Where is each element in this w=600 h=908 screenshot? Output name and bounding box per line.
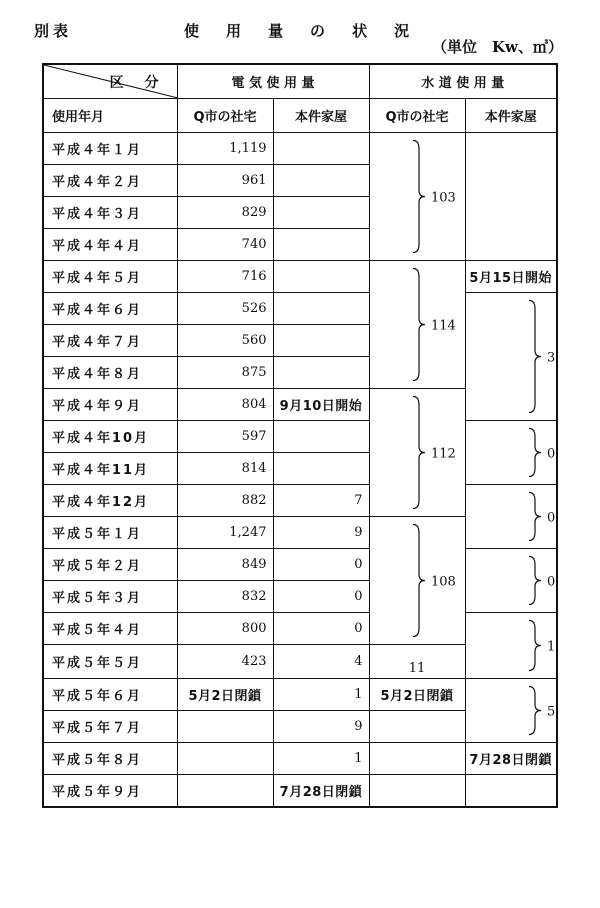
water-house-cell — [465, 775, 557, 808]
water-group-header: 水 道 使 用 量 — [369, 64, 557, 99]
electric-q-cell: 597 — [177, 421, 273, 453]
water-house-group-cell — [465, 613, 557, 679]
electric-q-cell: 560 — [177, 325, 273, 357]
electric-q-cell: 832 — [177, 581, 273, 613]
water-house-header: 本件家屋 — [465, 99, 557, 133]
month-cell: 平成５年４月 — [43, 613, 177, 645]
month-cell: 平成４年12月 — [43, 485, 177, 517]
electric-house-cell: 1 — [273, 743, 369, 775]
water-house-group-value: 0 — [547, 510, 556, 526]
water-house-group-value: 0 — [547, 574, 556, 590]
water-house-group-value: 5 — [547, 704, 556, 720]
electric-house-cell: 9 — [273, 517, 369, 549]
electric-q-cell: 875 — [177, 357, 273, 389]
month-cell: 平成４年３月 — [43, 197, 177, 229]
month-cell: 平成４年10月 — [43, 421, 177, 453]
electric-q-cell — [177, 775, 273, 808]
electric-q-cell: 961 — [177, 165, 273, 197]
water-q-group-cell — [369, 261, 465, 389]
table-row — [43, 421, 557, 453]
water-house-group-value: 3 — [547, 350, 556, 366]
electric-house-cell — [273, 197, 369, 229]
month-cell: 平成４年８月 — [43, 357, 177, 389]
electric-house-cell — [273, 229, 369, 261]
header-row-group — [43, 64, 557, 99]
table-row — [43, 133, 557, 165]
corner-cell — [43, 64, 177, 99]
water-q-group-value: 108 — [431, 574, 456, 590]
electric-house-cell — [273, 325, 369, 357]
month-cell: 平成５年３月 — [43, 581, 177, 613]
electric-house-cell: 4 — [273, 645, 369, 679]
title-char: 況 — [394, 22, 410, 40]
page-title — [184, 20, 409, 41]
water-q-header: Q市の社宅 — [369, 99, 465, 133]
electric-house-cell — [273, 293, 369, 325]
month-cell: 平成４年９月 — [43, 389, 177, 421]
table-row — [43, 261, 557, 293]
electric-q-cell: 882 — [177, 485, 273, 517]
title-char: 用 — [226, 22, 242, 40]
electric-house-cell — [273, 453, 369, 485]
corner-bottom-label: 使用年月 — [43, 99, 177, 133]
electric-q-cell: 800 — [177, 613, 273, 645]
water-house-cell: 7月28日閉鎖 — [465, 743, 557, 775]
table-row — [43, 775, 557, 808]
electric-q-cell: 526 — [177, 293, 273, 325]
title-char: 量 — [268, 22, 284, 40]
water-q-group-cell — [369, 133, 465, 261]
water-house-group-cell — [465, 549, 557, 613]
water-q-group-value: 103 — [431, 190, 456, 206]
month-cell: 平成４年７月 — [43, 325, 177, 357]
month-cell: 平成５年２月 — [43, 549, 177, 581]
electric-q-cell — [177, 711, 273, 743]
electric-house-cell — [273, 421, 369, 453]
electric-house-cell — [273, 133, 369, 165]
electric-house-cell: 0 — [273, 549, 369, 581]
electric-house-cell: 7月28日閉鎖 — [273, 775, 369, 808]
water-q-cell — [369, 711, 465, 743]
month-cell: 平成５年１月 — [43, 517, 177, 549]
electric-q-cell: 829 — [177, 197, 273, 229]
electric-q-cell — [177, 743, 273, 775]
water-house-group-cell — [465, 679, 557, 743]
electric-q-cell: 740 — [177, 229, 273, 261]
electric-house-cell: 9月10日開始 — [273, 389, 369, 421]
month-cell: 平成４年１月 — [43, 133, 177, 165]
water-house-group-cell — [465, 485, 557, 549]
electric-house-header: 本件家屋 — [273, 99, 369, 133]
electric-q-cell: 423 — [177, 645, 273, 679]
table-row — [43, 549, 557, 581]
water-house-group-cell — [465, 293, 557, 421]
electric-house-cell: 0 — [273, 581, 369, 613]
electric-group-header: 電 気 使 用 量 — [177, 64, 369, 99]
water-house-group-value: 0 — [547, 446, 556, 462]
month-cell: 平成４年５月 — [43, 261, 177, 293]
table-row — [43, 679, 557, 711]
water-house-cell — [465, 133, 557, 261]
electric-q-cell: 814 — [177, 453, 273, 485]
title-char: の — [310, 22, 326, 40]
water-q-cell: 11 — [369, 645, 465, 679]
electric-house-cell: 0 — [273, 613, 369, 645]
header-row-sub — [43, 99, 557, 133]
electric-house-cell: 7 — [273, 485, 369, 517]
title-char: 使 — [184, 22, 200, 40]
electric-q-cell: 5月2日閉鎖 — [177, 679, 273, 711]
electric-q-cell: 1,247 — [177, 517, 273, 549]
month-cell: 平成５年６月 — [43, 679, 177, 711]
month-cell: 平成４年６月 — [43, 293, 177, 325]
title-char: 状 — [352, 22, 368, 40]
month-cell: 平成４年４月 — [43, 229, 177, 261]
month-cell: 平成５年９月 — [43, 775, 177, 808]
month-cell: 平成５年８月 — [43, 743, 177, 775]
water-q-group-value: 112 — [431, 446, 456, 462]
water-house-cell: 5月15日開始 — [465, 261, 557, 293]
electric-house-cell — [273, 165, 369, 197]
electric-house-cell: 9 — [273, 711, 369, 743]
usage-table — [42, 63, 558, 808]
month-cell: 平成５年７月 — [43, 711, 177, 743]
month-cell: 平成４年２月 — [43, 165, 177, 197]
table-row — [43, 485, 557, 517]
water-q-group-value: 114 — [431, 318, 456, 334]
water-q-group-cell — [369, 389, 465, 517]
water-house-group-cell — [465, 421, 557, 485]
month-cell: 平成５年５月 — [43, 645, 177, 679]
water-q-group-cell — [369, 517, 465, 645]
electric-q-cell: 716 — [177, 261, 273, 293]
electric-q-cell: 804 — [177, 389, 273, 421]
electric-house-cell — [273, 261, 369, 293]
electric-house-cell — [273, 357, 369, 389]
month-cell: 平成４年11月 — [43, 453, 177, 485]
water-q-cell — [369, 743, 465, 775]
table-row — [43, 293, 557, 325]
water-q-cell — [369, 775, 465, 808]
electric-house-cell: 1 — [273, 679, 369, 711]
table-row — [43, 743, 557, 775]
water-house-group-value: 1 — [547, 639, 556, 655]
electric-q-header: Q市の社宅 — [177, 99, 273, 133]
table-row — [43, 613, 557, 645]
corner-top-label: 区 分 — [109, 75, 167, 91]
electric-q-cell: 1,119 — [177, 133, 273, 165]
electric-q-cell: 849 — [177, 549, 273, 581]
unit-note: （単位 Kw、㎥） — [432, 38, 563, 56]
water-q-cell: 5月2日閉鎖 — [369, 679, 465, 711]
appendix-label: 別表 — [34, 22, 73, 40]
